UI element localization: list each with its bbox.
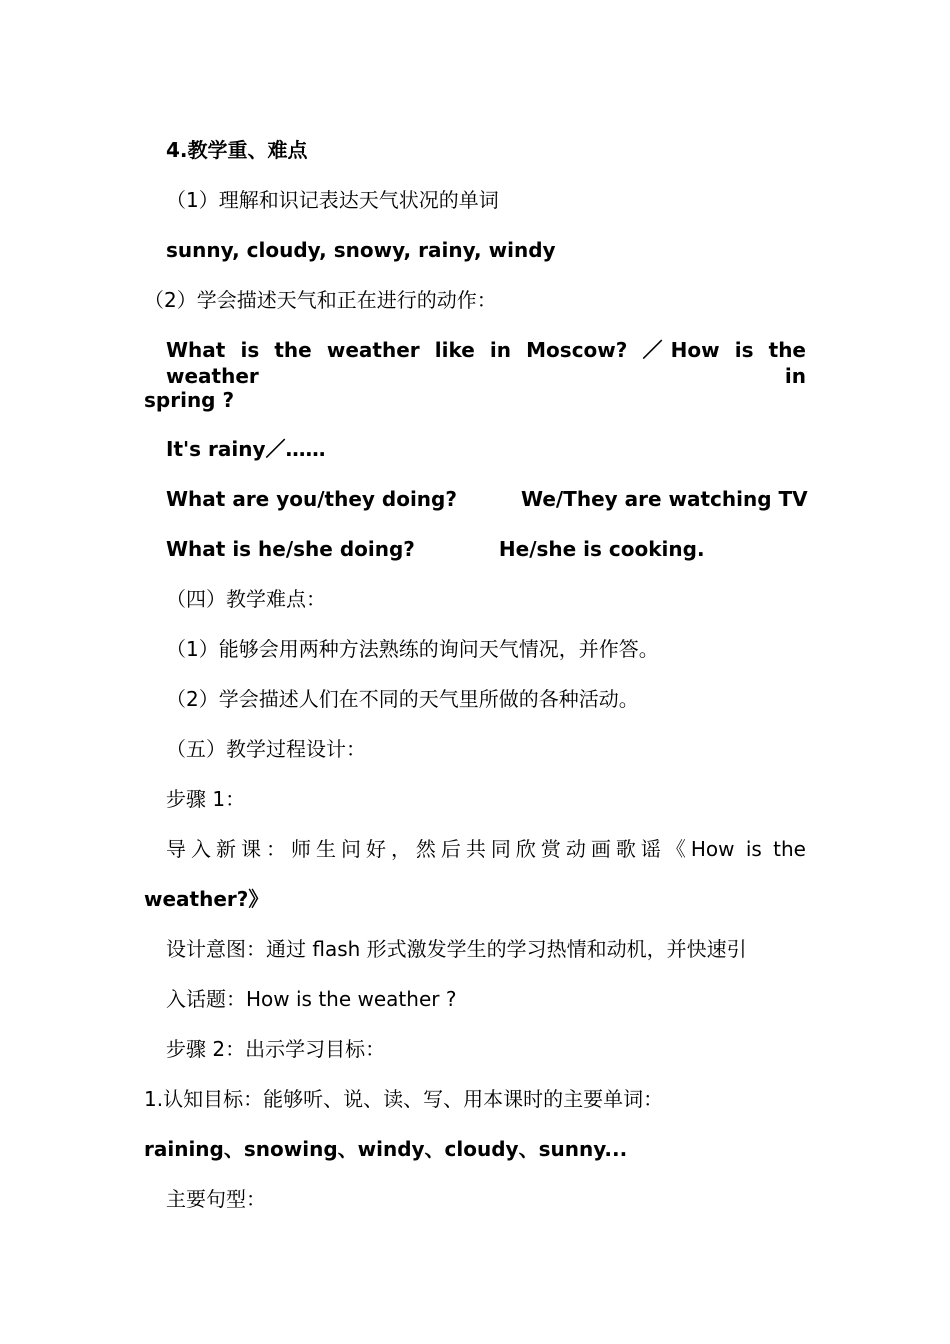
design-intent: 设计意图：通过 flash 形式激发学生的学习热情和动机，并快速引	[166, 937, 747, 961]
item-weather-words: （1）理解和识记表达天气状况的单词	[166, 188, 499, 212]
step-1-intro: 导入新课：师生问好，然后共同欣赏动画歌谣《How is the	[166, 837, 806, 861]
sentence-weather-question-cont: spring ?	[144, 388, 235, 412]
step-2-label: 步骤 2：出示学习目标：	[166, 1037, 386, 1061]
item-ask-weather: （1）能够会用两种方法熟练的询问天气情况，并作答。	[166, 637, 659, 661]
heading-process-design: （五）教学过程设计：	[166, 737, 366, 761]
question-you-they: What are you/they doing?	[166, 487, 457, 511]
heading-difficulties: （四）教学难点：	[166, 587, 326, 611]
heading-key-points: 4.教学重、难点	[166, 138, 308, 162]
sentence-what-is-he-doing	[166, 536, 705, 562]
step-1-intro-cont: weather?》	[144, 887, 269, 911]
design-intent-cont: 入话题：How is the weather ?	[166, 987, 457, 1011]
answer-you-they: We/They are watching TV	[520, 487, 808, 511]
answer-he-she: He/she is cooking.	[498, 537, 705, 561]
sentence-weather-question: What is the weather like in Moscow? ／How is the weather in	[166, 338, 806, 388]
vocab-list: sunny, cloudy, snowy, rainy, windy	[166, 238, 556, 262]
sentence-what-are-you-doing	[166, 486, 808, 512]
question-he-she: What is he/she doing?	[166, 537, 415, 561]
item-describe-weather: （2）学会描述天气和正在进行的动作：	[144, 288, 497, 312]
item-describe-activities: （2）学会描述人们在不同的天气里所做的各种活动。	[166, 687, 639, 711]
cognitive-goal: 1.认知目标：能够听、说、读、写、用本课时的主要单词：	[144, 1087, 664, 1111]
sentence-its-rainy: It's rainy／……	[166, 437, 326, 461]
main-sentence-patterns: 主要句型：	[166, 1187, 266, 1211]
main-words-list: raining、snowing、windy、cloudy、sunny...	[144, 1137, 628, 1161]
step-1-label: 步骤 1：	[166, 787, 246, 811]
